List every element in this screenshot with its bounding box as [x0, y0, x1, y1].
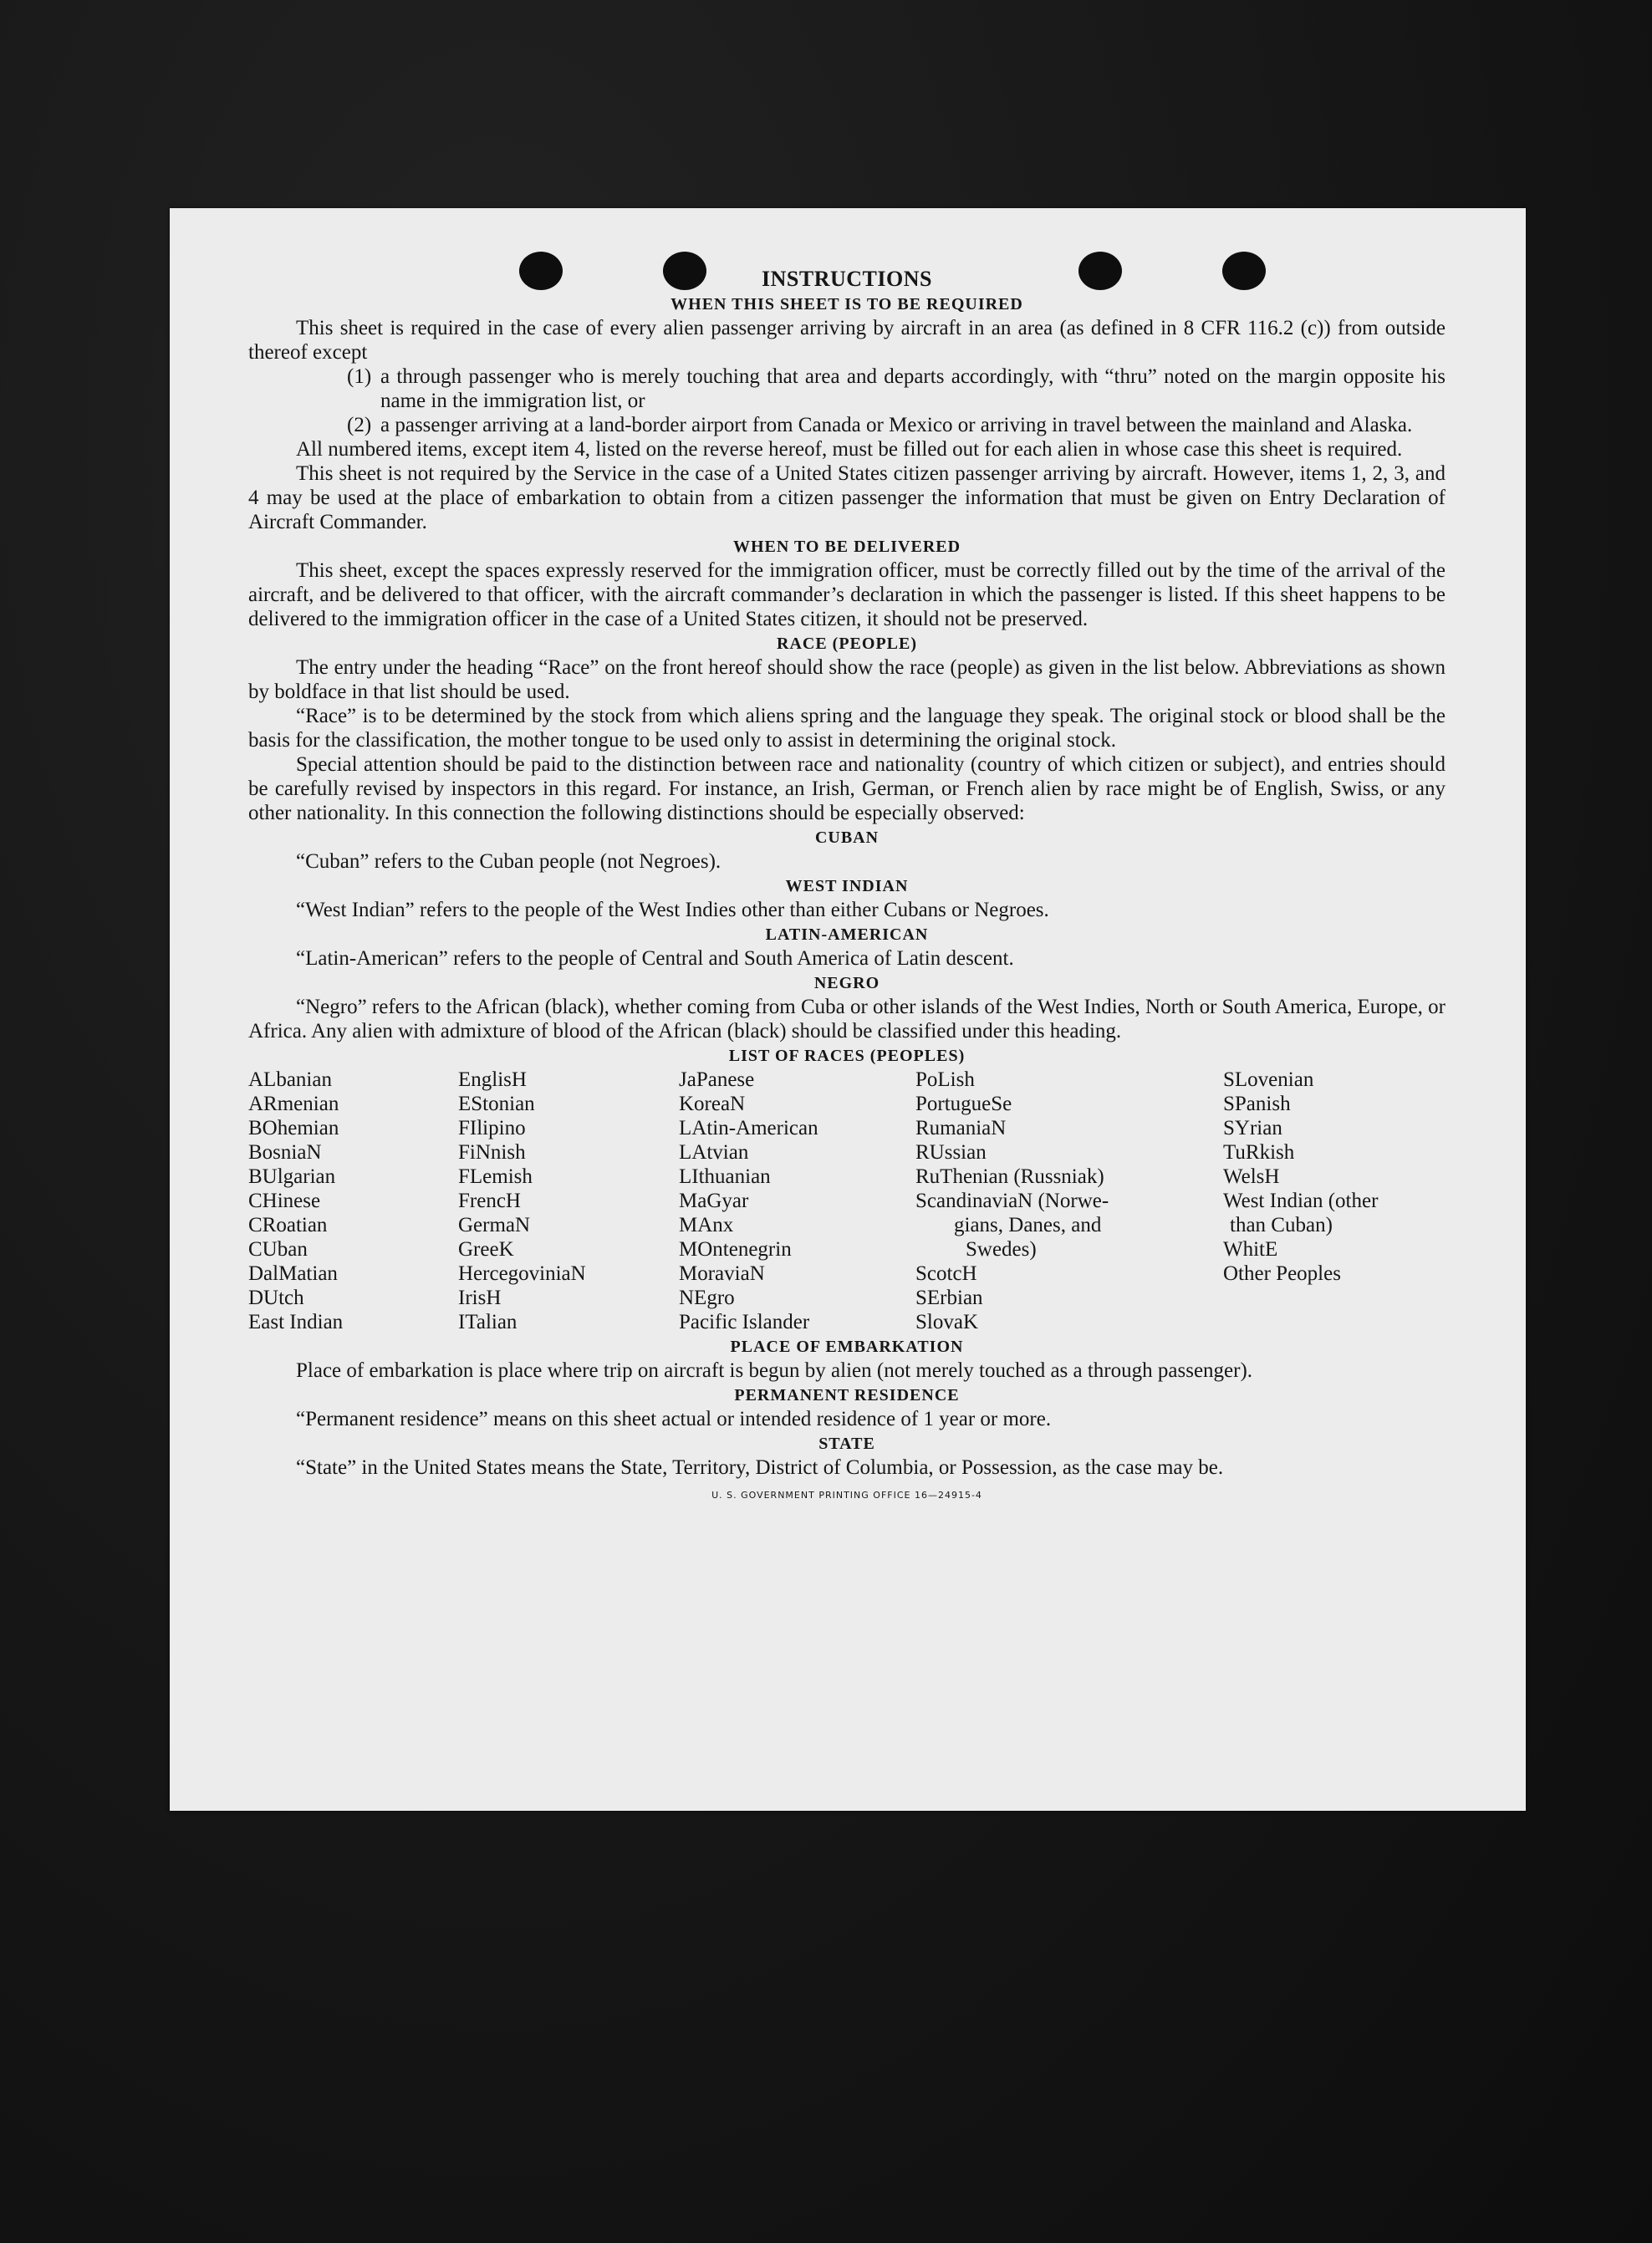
- section-heading-west-indian: WEST INDIAN: [785, 877, 909, 895]
- race-entry: FLemish: [458, 1165, 533, 1188]
- race-entry: ALbanian: [248, 1068, 332, 1091]
- race-entry: BUlgarian: [248, 1165, 336, 1188]
- race-entry: ScotcH: [915, 1262, 977, 1285]
- race-entry: IrisH: [458, 1287, 502, 1309]
- race-entry: PortugueSe: [915, 1093, 1012, 1115]
- race-entry: FIlipino: [458, 1117, 526, 1139]
- item-text: a passenger arriving at a land-border airport from Canada or Mexico or arriving in travel between the mainland and Alaska.: [380, 414, 1413, 436]
- race-entry: JaPanese: [679, 1068, 755, 1091]
- race-entry: West Indian (other: [1223, 1190, 1379, 1212]
- race-entry: GermaN: [458, 1214, 531, 1236]
- races-list: [248, 1068, 1446, 1334]
- paragraph: All numbered items, except item 4, listed on the reverse hereof, must be filled out for each alien in whose case this sheet is required.: [296, 438, 1403, 461]
- list-item: [248, 364, 1446, 413]
- race-entry: East Indian: [248, 1311, 344, 1333]
- section-heading-state: STATE: [818, 1435, 875, 1453]
- race-entry: ARmenian: [248, 1093, 339, 1115]
- paragraph: “Permanent residence” means on this sheet actual or intended residence of 1 year or more.: [296, 1408, 1052, 1430]
- section-heading-cuban: CUBAN: [814, 828, 880, 847]
- races-column: [915, 1068, 1223, 1334]
- race-entry: NEgro: [679, 1287, 735, 1309]
- race-entry: KoreaN: [679, 1093, 746, 1115]
- race-entry: CHinese: [248, 1190, 321, 1212]
- race-entry: CRoatian: [248, 1214, 328, 1236]
- race-entry: LAtvian: [679, 1141, 749, 1164]
- races-column: [458, 1068, 679, 1334]
- race-entry: RuThenian (Russniak): [915, 1165, 1104, 1188]
- paragraph: Special attention should be paid to the distinction between race and nationality (country of which citizen or subject), and entries should be carefully revised by inspectors in this regard. For instance, an Irish, German, or French alien by race might be of English, Swiss, or any other nationality. In this connection the following distinctions should be especially observed:: [248, 753, 1446, 824]
- paragraph: “Cuban” refers to the Cuban people (not Negroes).: [296, 850, 721, 873]
- race-entry: DUtch: [248, 1287, 304, 1309]
- race-entry: WelsH: [1223, 1165, 1280, 1188]
- race-entry: ScandinaviaN (Norwe-: [915, 1190, 1109, 1212]
- race-entry: MAnx: [679, 1214, 734, 1236]
- paragraph: This sheet is required in the case of every alien passenger arriving by aircraft in an area (as defined in 8 CFR 116.2 (c)) from outside thereof except: [248, 317, 1446, 364]
- race-entry: RumaniaN: [915, 1117, 1007, 1139]
- paragraph: “West Indian” refers to the people of the West Indies other than either Cubans or Negroes.: [296, 899, 1049, 921]
- races-column: [248, 1068, 458, 1334]
- section-heading-race: RACE (PEOPLE): [777, 635, 917, 653]
- races-column: [1223, 1068, 1446, 1334]
- race-entry: SPanish: [1223, 1093, 1291, 1115]
- punch-hole: [1078, 252, 1122, 290]
- item-number: (1): [347, 365, 372, 388]
- punch-hole: [1222, 252, 1266, 290]
- race-entry: SLovenian: [1223, 1068, 1314, 1091]
- paragraph: “Negro” refers to the African (black), whether coming from Cuba or other islands of the West Indies, North or South America, Europe, or Africa. Any alien with admixture of blood of the African (black) should be classified under this heading.: [248, 996, 1446, 1042]
- race-entry: EStonian: [458, 1093, 535, 1115]
- paragraph: Place of embarkation is place where trip on aircraft is begun by alien (not merely touched as a through passenger).: [296, 1359, 1253, 1382]
- paragraph: This sheet, except the spaces expressly reserved for the immigration officer, must be correctly filled out by the time of the arrival of the aircraft, and be delivered to that officer, with the aircraft commander’s declaration in which the passenger is listed. If this sheet happens to be delivered to the immigration officer in the case of a United States citizen, it should not be preserved.: [248, 559, 1446, 630]
- race-entry: ITalian: [458, 1311, 518, 1333]
- race-entry: HercegoviniaN: [458, 1262, 586, 1285]
- race-entry: DalMatian: [248, 1262, 338, 1285]
- section-heading-list-of-races: LIST OF RACES (PEOPLES): [728, 1047, 966, 1065]
- list-item: [248, 413, 1446, 437]
- race-entry: MOntenegrin: [679, 1238, 792, 1261]
- paragraph: “Race” is to be determined by the stock from which aliens spring and the language they speak. The original stock or blood shall be the basis for the classification, the mother tongue to be used only to assist in determining the original stock.: [248, 705, 1446, 752]
- race-entry: Other Peoples: [1223, 1262, 1341, 1285]
- punch-hole: [519, 252, 563, 290]
- section-heading-permanent-residence: PERMANENT RESIDENCE: [734, 1386, 960, 1404]
- page-title: INSTRUCTIONS: [762, 267, 932, 291]
- race-entry: LAtin-American: [679, 1117, 818, 1139]
- item-text: a through passenger who is merely touching that area and departs accordingly, with “thru” noted on the margin opposite his name in the immigration list, or: [380, 365, 1446, 412]
- race-entry: SYrian: [1223, 1117, 1282, 1139]
- race-entry: LIthuanian: [679, 1165, 771, 1188]
- race-entry: FiNnish: [458, 1141, 526, 1164]
- section-heading-required: WHEN THIS SHEET IS TO BE REQUIRED: [670, 295, 1023, 314]
- paragraph: “State” in the United States means the State, Territory, District of Columbia, or Possession, as the case may be.: [296, 1456, 1224, 1479]
- race-entry: EnglisH: [458, 1068, 527, 1091]
- race-entry: CUban: [248, 1238, 308, 1261]
- race-entry: MaGyar: [679, 1190, 749, 1212]
- race-entry: MoraviaN: [679, 1262, 765, 1285]
- printer-imprint: U. S. GOVERNMENT PRINTING OFFICE 16—24915-4: [711, 1490, 982, 1501]
- race-entry: TuRkish: [1223, 1141, 1295, 1164]
- paragraph: This sheet is not required by the Service in the case of a United States citizen passenger arriving by aircraft. However, items 1, 2, 3, and 4 may be used at the place of embarkation to obtain from a citizen passenger the information that must be given on Entry Declaration of Aircraft Commander.: [248, 462, 1446, 533]
- race-entry: SlovaK: [915, 1311, 978, 1333]
- race-entry: GreeK: [458, 1238, 514, 1261]
- section-heading-delivered: WHEN TO BE DELIVERED: [732, 538, 961, 556]
- race-entry: PoLish: [915, 1068, 975, 1091]
- paragraph: The entry under the heading “Race” on the front hereof should show the race (people) as given in the list below. Abbreviations as shown by boldface in that list should be used.: [248, 656, 1446, 703]
- item-number: (2): [347, 414, 372, 436]
- race-entry: RUssian: [915, 1141, 987, 1164]
- race-entry: Pacific Islander: [679, 1311, 810, 1333]
- section-heading-negro: NEGRO: [813, 974, 880, 992]
- race-entry: Swedes): [966, 1238, 1037, 1261]
- race-entry: gians, Danes, and: [954, 1214, 1102, 1236]
- paragraph: “Latin-American” refers to the people of Central and South America of Latin descent.: [296, 947, 1014, 970]
- race-entry: FrencH: [458, 1190, 521, 1212]
- race-entry: than Cuban): [1230, 1214, 1333, 1236]
- section-heading-latin-american: LATIN-AMERICAN: [765, 925, 929, 944]
- race-entry: SErbian: [915, 1287, 983, 1309]
- race-entry: BosniaN: [248, 1141, 322, 1164]
- race-entry: BOhemian: [248, 1117, 339, 1139]
- punch-hole: [663, 252, 706, 290]
- section-heading-embarkation: PLACE OF EMBARKATION: [730, 1338, 964, 1356]
- instruction-sheet: [170, 208, 1526, 1811]
- race-entry: WhitE: [1223, 1238, 1278, 1261]
- races-column: [679, 1068, 915, 1334]
